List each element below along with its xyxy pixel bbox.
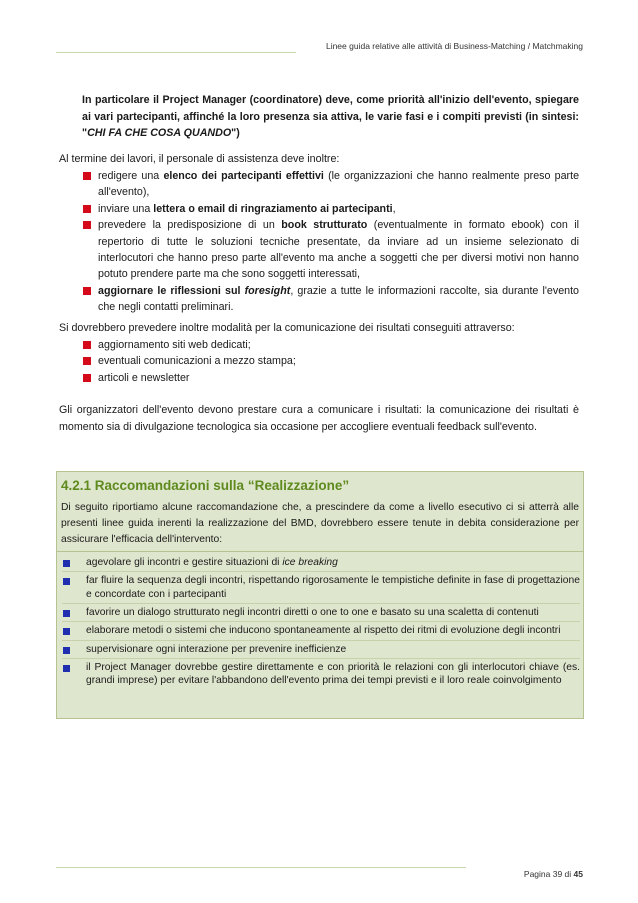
closing-paragraph: Gli organizzatori dell'evento devono prestare cura a comunicare i risultati: la comunicazione dei risultati è momento sia di divulgazione tecnologica sia occasione per accogliere eventuali feedback sull'evento.: [59, 404, 579, 433]
end-of-work-lead: Al termine dei lavori, il personale di assistenza deve inoltre:: [59, 153, 340, 165]
recommendations-box: [56, 471, 584, 719]
recommendations-divider: [57, 551, 583, 552]
chi-fa-che-cosa-quando: CHI FA CHE COSA QUANDO: [87, 127, 232, 139]
list-item: aggiornare le riflessioni sul foresight, grazie a tutte le informazioni raccolte, sia durante l'evento che negli contatti preliminari.: [79, 283, 579, 316]
blue-square-bullet-icon: [63, 578, 70, 585]
list-item: il Project Manager dovrebbe gestire direttamente e con priorità le relazioni con gli interlocutori chiave (es. grandi imprese) per evitare l'abbandono dell'evento prima dei tempi previsti e il loro reale coinvolgimento: [62, 659, 580, 690]
red-square-bullet-icon: [83, 374, 91, 382]
list-item: aggiornamento siti web dedicati;: [79, 337, 579, 353]
footer-rule: [56, 867, 466, 868]
list-item: articoli e newsletter: [79, 370, 579, 386]
red-square-bullet-icon: [83, 221, 91, 229]
red-square-bullet-icon: [83, 287, 91, 295]
list-item: far fluire la sequenza degli incontri, rispettando rigorosamente le tempistiche definite in fase di progettazione e concordate con i partecipanti: [62, 572, 580, 604]
header-title: Linee guida relative alle attività di Business-Matching / Matchmaking: [325, 41, 583, 51]
blue-square-bullet-icon: [63, 610, 70, 617]
red-square-bullet-icon: [83, 205, 91, 213]
blue-square-bullet-icon: [63, 560, 70, 567]
end-of-work-list: [79, 168, 579, 316]
recommendations-intro: Di seguito riportiamo alcune raccomandazione che, a prescindere da come a livello esecutivo ci si atterrà alle presenti linee guida inerenti la realizzazione del BMD, dovrebbero essere tenute in debita considerazione per assicurare l'efficacia dell'intervento:: [61, 502, 579, 545]
list-item: supervisionare ogni interazione per prevenire inefficienze: [62, 641, 580, 659]
communication-lead: Si dovrebbero prevedere inoltre modalità per la comunicazione dei risultati conseguiti attraverso:: [59, 322, 515, 334]
header-rule: [56, 52, 296, 53]
list-item: elaborare metodi o sistemi che inducono spontaneamente al rispetto dei ritmi di evoluzione degli incontri: [62, 622, 580, 640]
list-item: prevedere la predisposizione di un book strutturato (eventualmente in formato ebook) con il repertorio di tutte le soluzioni tecniche presentate, da inviare ad un insieme selezionato di interlocutori che hanno preso parte all'evento ma anche a soggetti che per diversi motivi non hanno potuto prendere parte ma che sono soggetti interessati,: [79, 217, 579, 283]
list-item: eventuali comunicazioni a mezzo stampa;: [79, 353, 579, 369]
project-manager-paragraph: In particolare il Project Manager (coordinatore) deve, come priorità all'inizio dell'evento, spiegare ai vari partecipanti, affinché la loro presenza sia attiva, le varie fasi e i compiti previsti (in sintesi: "CHI FA CHE COSA QUANDO"): [82, 94, 579, 139]
list-item: inviare una lettera o email di ringraziamento ai partecipanti,: [79, 201, 579, 217]
red-square-bullet-icon: [83, 341, 91, 349]
list-item: favorire un dialogo strutturato negli incontri diretti o one to one e basato su una scaletta di contenuti: [62, 604, 580, 622]
red-square-bullet-icon: [83, 172, 91, 180]
communication-list: [79, 337, 579, 386]
blue-square-bullet-icon: [63, 665, 70, 672]
red-square-bullet-icon: [83, 357, 91, 365]
blue-square-bullet-icon: [63, 647, 70, 654]
list-item: agevolare gli incontri e gestire situazioni di ice breaking: [62, 554, 580, 572]
page-number: Pagina 39 di 45: [523, 869, 583, 879]
recommendations-list: [62, 554, 580, 690]
blue-square-bullet-icon: [63, 628, 70, 635]
recommendations-title: 4.2.1 Raccomandazioni sulla “Realizzazione”: [61, 478, 350, 493]
list-item: redigere una elenco dei partecipanti effettivi (le organizzazioni che hanno realmente preso parte all'evento),: [79, 168, 579, 201]
